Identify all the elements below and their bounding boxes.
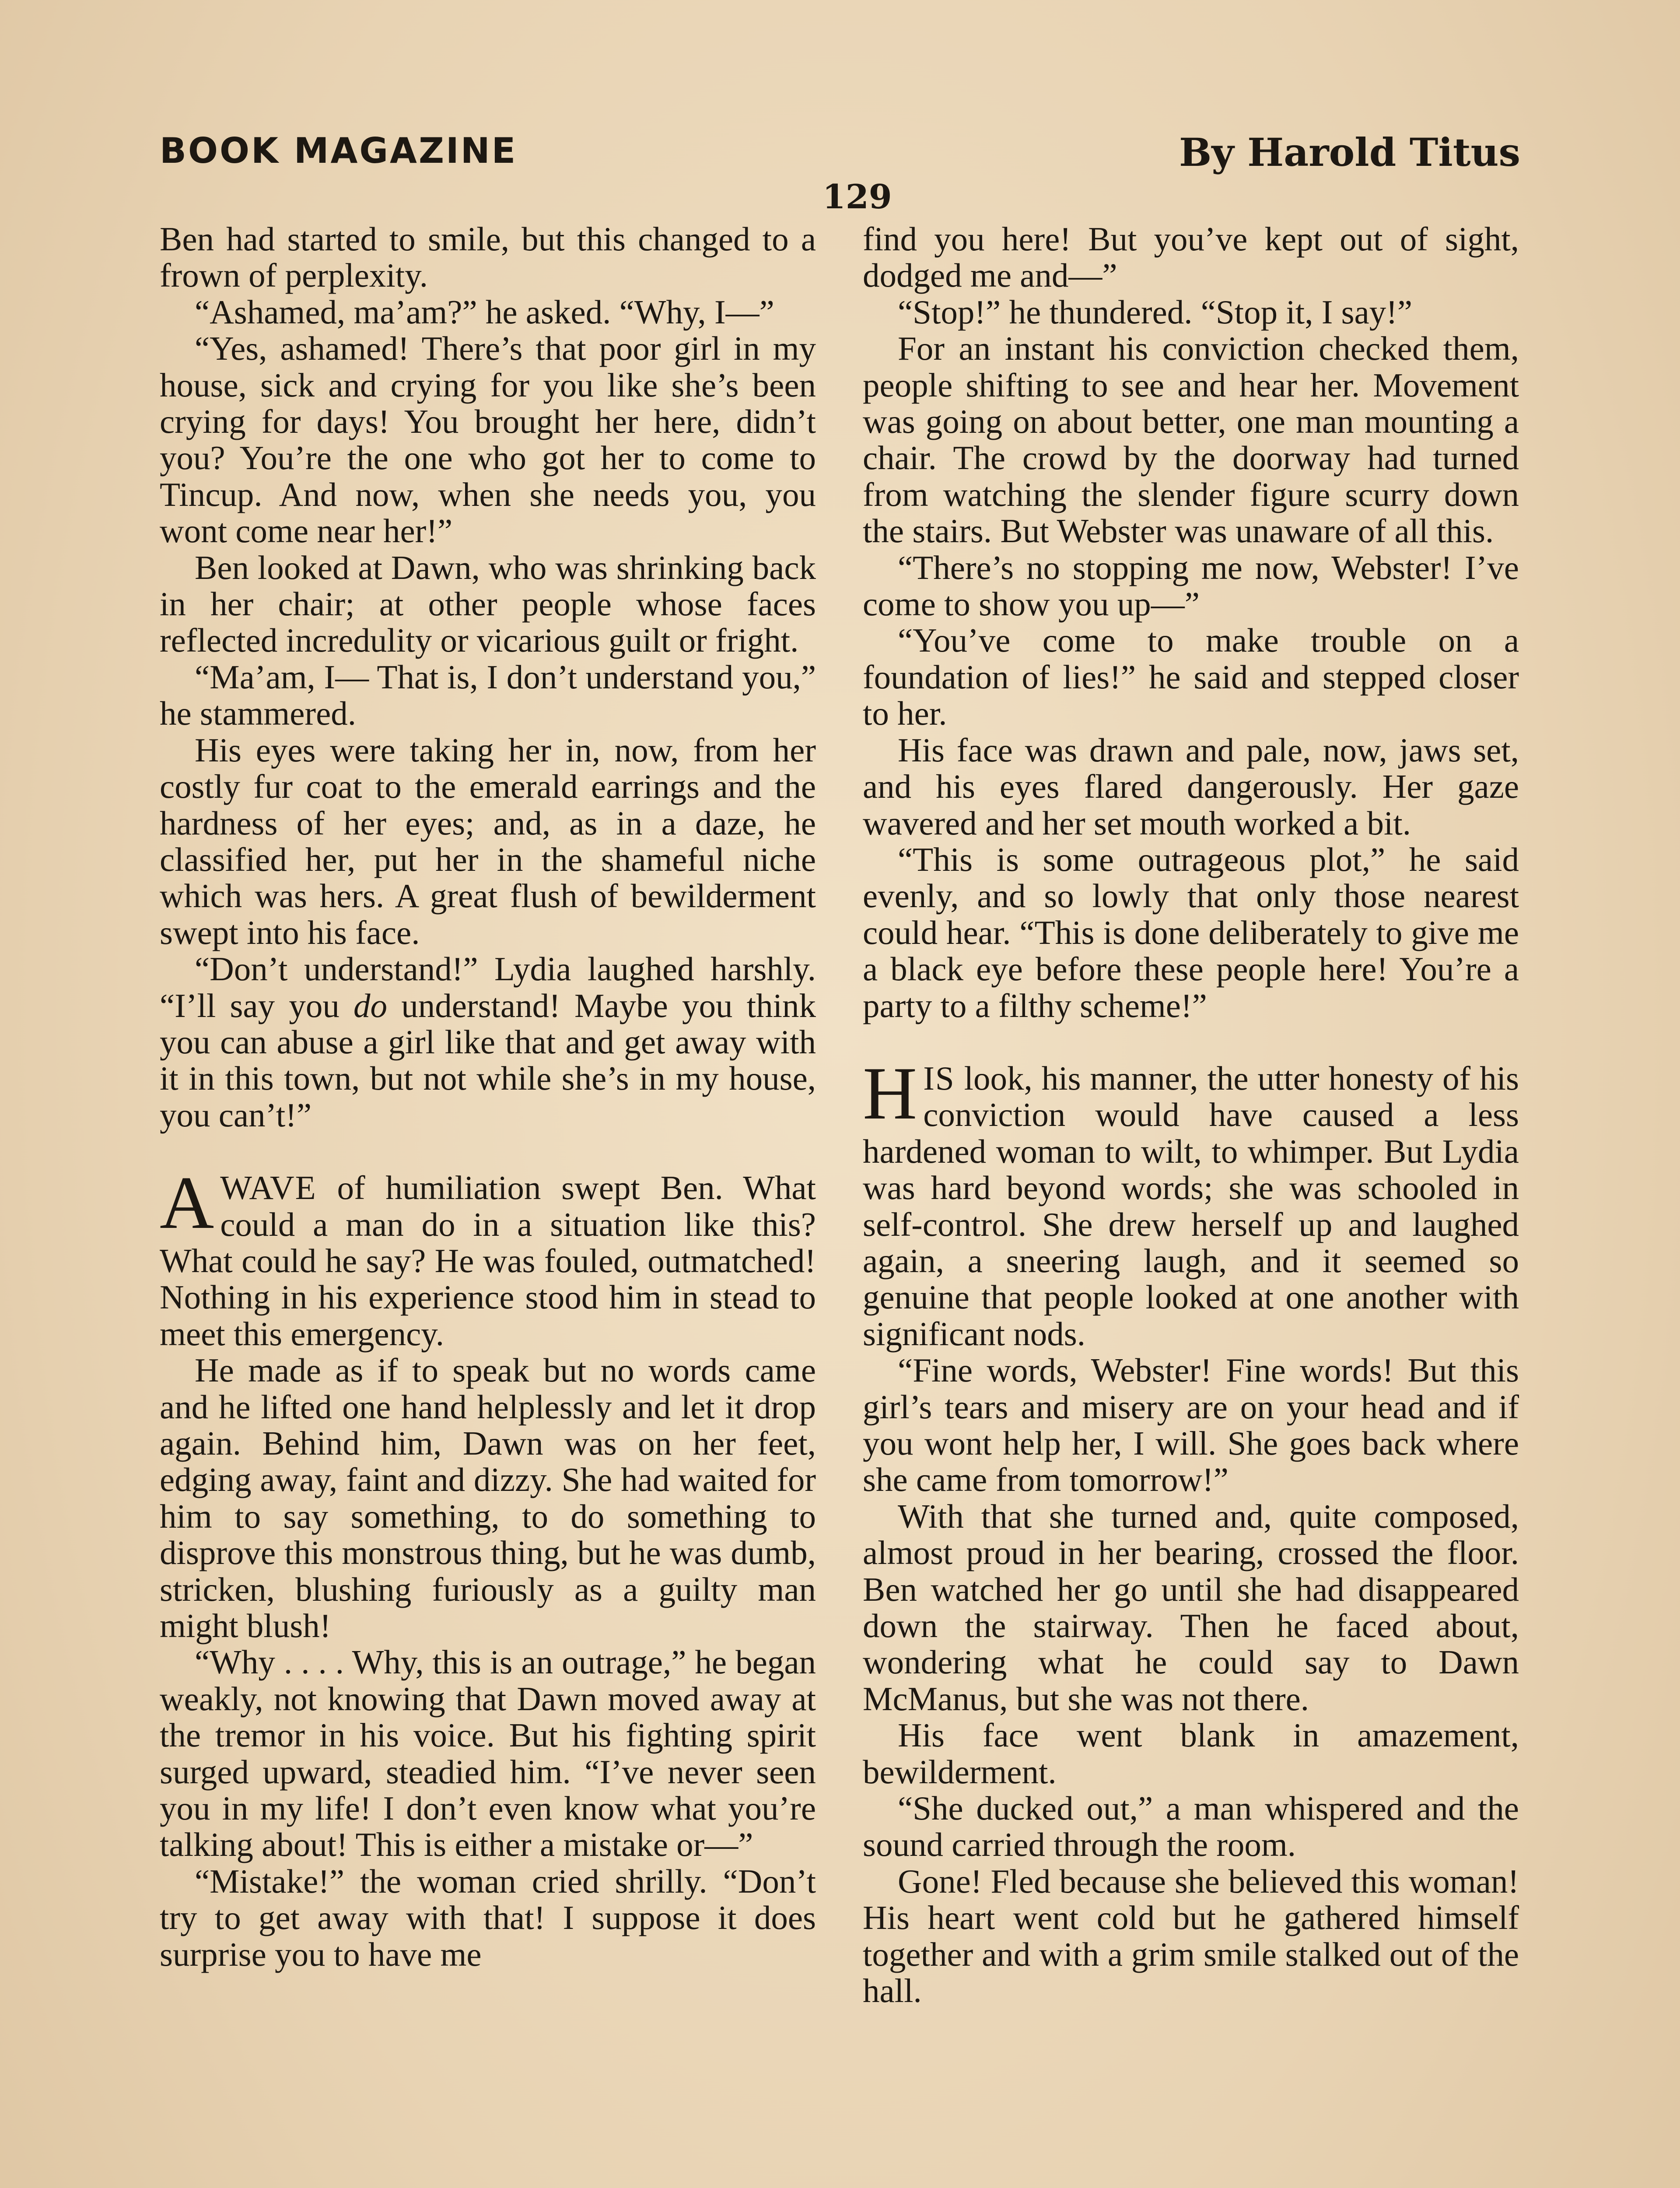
drop-cap: H [863,1052,917,1135]
paragraph: “Yes, ashamed! There’s that poor girl in my house, sick and crying for you like she’s been crying for days! You brought her here, didn’t you? You’re the one who got her to come to Tincup. And now, when she needs you, you wont come near her!” [160,330,816,550]
paragraph: His eyes were taking her in, now, from her costly fur coat to the emerald earrings and the hardness of her eyes; and, as in a daze, he classified her, put her in the shameful niche which was hers. A great flush of bewilderment swept into his face. [160,731,816,951]
emphasis: do [354,986,388,1024]
lead-word: WAVE [220,1169,317,1207]
paragraph: “Stop!” he thundered. “Stop it, I say!” [898,293,1413,331]
paragraph: For an instant his conviction checked them, people shifting to see and hear her. Movement was going on about better, one man mounting a chair. The crowd by the doorway had turned from watching the slender figure scurry down the stairs. But Webster was unaware of all this. [863,330,1519,550]
paragraph: Ben had started to smile, but this changed to a frown of perplexity. [160,220,816,295]
drop-cap: A [160,1161,214,1245]
paragraph: “Don’t understand!” Lydia laughed harshly. “I’ll say you do understand! Maybe you think you can abuse a girl like that and get away with it in this town, but not while she’s in my house, you can’t!” [160,950,816,1134]
paragraph-continuation: find you here! But you’ve kept out of sight, dodged me and—” [863,220,1519,295]
section-opening-paragraph [160,1161,816,1353]
author-byline: By Harold Titus [1179,130,1520,175]
paragraph: “She ducked out,” a man whispered and the sound carried through the room. [863,1789,1519,1864]
paragraph: Ben looked at Dawn, who was shrinking back in her chair; at other people whose faces reflected incredulity or vicarious guilt or fright. [160,548,816,659]
paragraph: His face went blank in amazement, bewilderment. [863,1716,1519,1791]
paragraph: “Fine words, Webster! Fine words! But this girl’s tears and misery are on your head and if you wont help her, I will. She goes back where she came from tomorrow!” [863,1351,1519,1499]
paragraph: He made as if to speak but no words came and he lifted one hand helplessly and let it drop again. Behind him, Dawn was on her feet, edging away, faint and dizzy. She had waited for him to say something, to do something to disprove this monstrous thing, but he was dumb, stricken, blushing furiously as a guilty man might blush! [160,1351,816,1645]
paragraph: “Ma’am, I— That is, I don’t understand you,” he stammered. [160,658,816,733]
left-column [160,221,816,1973]
lead-word: IS [923,1059,955,1097]
paragraph-text: of humiliation swept Ben. What could a man do in a situation like this? What could he say? He was fouled, outmatched! Nothing in his experience stood him in stead to meet this emergency. [160,1169,816,1353]
paragraph: Gone! Fled because she believed this woman! His heart went cold but he gathered himself together and with a grim smile stalked out of the hall. [863,1862,1519,2010]
page-number: 129 [822,177,892,216]
paragraph: “Why . . . . Why, this is an outrage,” he began weakly, not knowing that Dawn moved away at the tremor in his voice. But his fighting spirit surged upward, steadied him. “I’ve never seen you in my life! I don’t even know what you’re talking about! This is either a mistake or—” [160,1643,816,1864]
paragraph: “You’ve come to make trouble on a foundation of lies!” he said and stepped closer to her. [863,621,1519,733]
right-column [863,221,1519,2009]
paragraph: “This is some outrageous plot,” he said evenly, and so lowly that only those nearest could hear. “This is done deliberately to give me a black eye before these people here! You’re a party to a filthy scheme!” [863,840,1519,1024]
paragraph: His face was drawn and pale, now, jaws set, and his eyes flared dangerously. Her gaze wavered and her set mouth worked a bit. [863,731,1519,842]
paragraph: “There’s no stopping me now, Webster! I’ve come to show you up—” [863,548,1519,623]
publication-title: BOOK MAGAZINE [160,130,518,171]
paragraph: With that she turned and, quite composed, almost proud in her bearing, crossed the floor. Ben watched her go until she had disappeared down the stairway. Then he faced about, wondering what he could say to Dawn McManus, but she was not there. [863,1497,1519,1718]
paragraph: “Mistake!” the woman cried shrilly. “Don’t try to get away with that! I suppose it does surprise you to have me [160,1862,816,1973]
paragraph: “Ashamed, ma’am?” he asked. “Why, I—” [195,293,774,331]
section-opening-paragraph [863,1052,1519,1353]
paragraph-text: look, his manner, the utter honesty of his conviction would have caused a less hardened woman to wilt, to whimper. But Lydia was hard beyond words; she was schooled in self-control. She drew herself up and laughed again, a sneering laugh, and it seemed so genuine that people looked at one another with significant nods. [863,1059,1519,1353]
